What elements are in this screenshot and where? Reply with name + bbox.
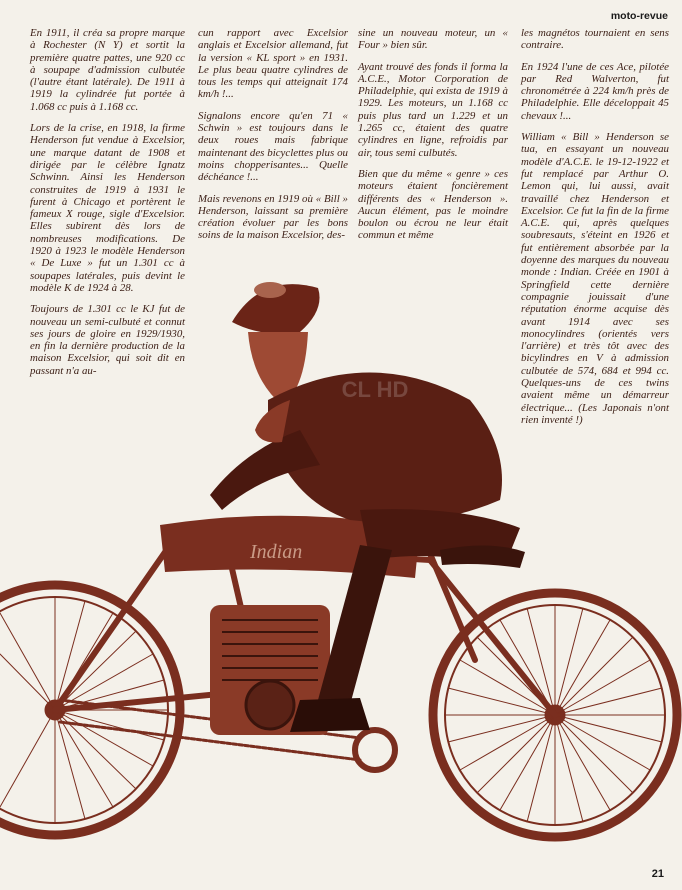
page-number: 21 [651, 868, 664, 880]
paragraph: Lors de la crise, en 1918, la firme Henderson fut vendue à Excelsior, une marque datant de 1908 et dirigée par le célèbre Ignatz Schwinn. Ainsi les Henderson construites de 1919 à 1931 le furent à Chicago et portèrent le fameux X rouge, sigle d'Excelsior. Elles subirent dès lors de nombreuses modifications. De 1920 à 1923 le modèle Henderson « De Luxe » fut un 1.301 cc à soupapes latérales, puis devint le modèle K de 1924 à 28. [30, 122, 185, 294]
tank-lettering: Indian [250, 541, 303, 563]
watermark: CL HD [341, 377, 409, 402]
paragraph: Toujours de 1.301 cc le KJ fut de nouveau un semi-culbuté et connut ses jours de gloire en 1929/1930, en fin la dernière production de la maison Excelsior, qui soit dit en passant n'a au- [30, 303, 185, 377]
paragraph: les magnétos tournaient en sens contraire. [521, 27, 669, 52]
paragraph: Ayant trouvé des fonds il forma la A.C.E., Motor Corporation de Philadelphie, qui exista de 1919 à 1929. Les moteurs, un 1.168 cc puis plus tard un 1.229 et un 1.265 cc, étaient des quatre cylindres en ligne, refroidis par air, tous semi culbutés. [358, 60, 508, 159]
paragraph: Bien que du même « genre » ces moteurs étaient foncièrement différents des « Henderson ». Aucun élément, pas le moindre boulon ou écrou ne leur était commun et même [358, 167, 508, 242]
rider-motorcycle-illustration [0, 260, 682, 890]
paragraph: Signalons encore qu'en 71 « Schwin » est toujours dans le deux roues mais fabrique maintenant des bicyclettes plus ou moins chopperisantes... Quelle déchéance !... [198, 109, 348, 184]
paragraph: William « Bill » Henderson se tua, en essayant un nouveau modèle d'A.C.E. le 19-12-1922 et fut remplacé par Arthur O. Lemon qui, lui aussi, avait travaillé chez Henderson et Excelsior. Ce fut la fin de la firme A.C.E. qui, après quelques soubresauts, s'éteint en 1926 et fut entièrement absorbée par la doyenne des marques du nouveau monde : Indian. Créée en 1901 à Springfield cette dernière compagnie jouissait d'une réputation énorme acquise dès avant 1914 avec ses monocylindres (orientés vers l'arrière) et très tôt avec des bicylindres en V à admission culbutée de 574, 684 et 994 cc. Quelques-uns de ces twins avaient même un démarreur électrique... (Les Japonais n'ont rien inventé !) [521, 131, 669, 426]
paragraph: En 1911, il créa sa propre marque à Rochester (N Y) et sortit la première quatre pattes, une 920 cc à soupape d'admission culbutée (l'autre étant latérale). De 1911 à 1919 la cylindrée fut portée à 1.068 cc puis à 1.168 cc. [30, 27, 185, 113]
paragraph: sine un nouveau moteur, un « Four » bien sûr. [358, 27, 508, 52]
magazine-header: moto-revue [610, 10, 668, 22]
rear-wheel [0, 585, 180, 835]
text-column-2 [198, 27, 348, 251]
paragraph: cun rapport avec Excelsior anglais et Excelsior allemand, fut la version « KL sport » en 1931. Le plus beau quatre cylindres de tous les temps qui atteignait 174 km/h !... [198, 27, 348, 101]
paragraph: En 1924 l'une de ces Ace, pilotée par Red Walverton, fut chronométrée à 224 km/h près de Philadelphie. Elle déceloppait 45 chevaux !... [521, 60, 669, 122]
paragraph: Mais revenons en 1919 où « Bill » Henderson, laissant sa première création évoluer par les bons soins de la maison Excelsior, des- [198, 192, 348, 242]
text-column-3 [358, 27, 508, 251]
